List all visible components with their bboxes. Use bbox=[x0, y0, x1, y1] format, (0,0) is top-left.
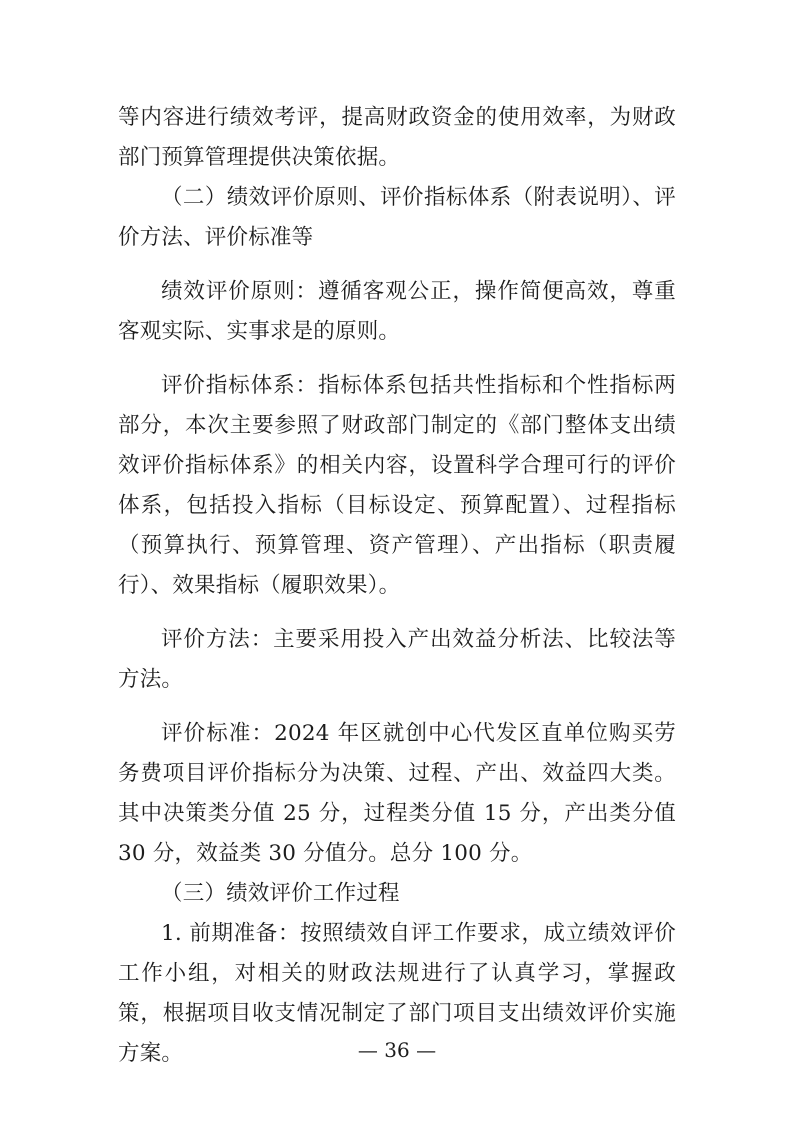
paragraph-evaluation-principles: 绩效评价原则：遵循客观公正，操作简便高效，尊重客观实际、实事求是的原则。 bbox=[118, 279, 676, 344]
paragraph-evaluation-method: 评价方法：主要采用投入产出效益分析法、比较法等方法。 bbox=[118, 627, 676, 692]
paragraph-continuation: 等内容进行绩效考评，提高财政资金的使用效率，为财政部门预算管理提供决策依据。 bbox=[118, 105, 676, 170]
paragraph-indicator-system: 评价指标体系：指标体系包括共性指标和个性指标两部分，本次主要参照了财政部门制定的《部门整体支出绩效评价指标体系》的相关内容，设置科学合理可行的评价体系，包括投入指标（目标设定、预算配置）、过程指标（预算执行、预算管理、资产管理）、产出指标（职责履行）、效果指标（履职效果）。 bbox=[118, 373, 676, 598]
paragraph-preparation: 1. 前期准备：按照绩效自评工作要求，成立绩效评价工作小组，对相关的财政法规进行了认真学习，掌握政策，根据项目收支情况制定了部门项目支出绩效评价实施方案。 bbox=[118, 921, 676, 1066]
section-heading-principles: （二）绩效评价原则、评价指标体系（附表说明）、评价方法、评价标准等 bbox=[118, 185, 676, 250]
paragraph-evaluation-standard: 评价标准：2024 年区就创中心代发区直单位购买劳务费项目评价指标分为决策、过程、产出、效益四大类。其中决策类分值 25 分，过程类分值 15 分，产出类分值 30 分，效益类 30 分值分。总分 100 分。 bbox=[118, 721, 676, 866]
page-number: — 36 — bbox=[357, 1038, 437, 1062]
section-heading-work-process: （三）绩效评价工作过程 bbox=[161, 881, 400, 906]
document-body bbox=[118, 98, 676, 1074]
